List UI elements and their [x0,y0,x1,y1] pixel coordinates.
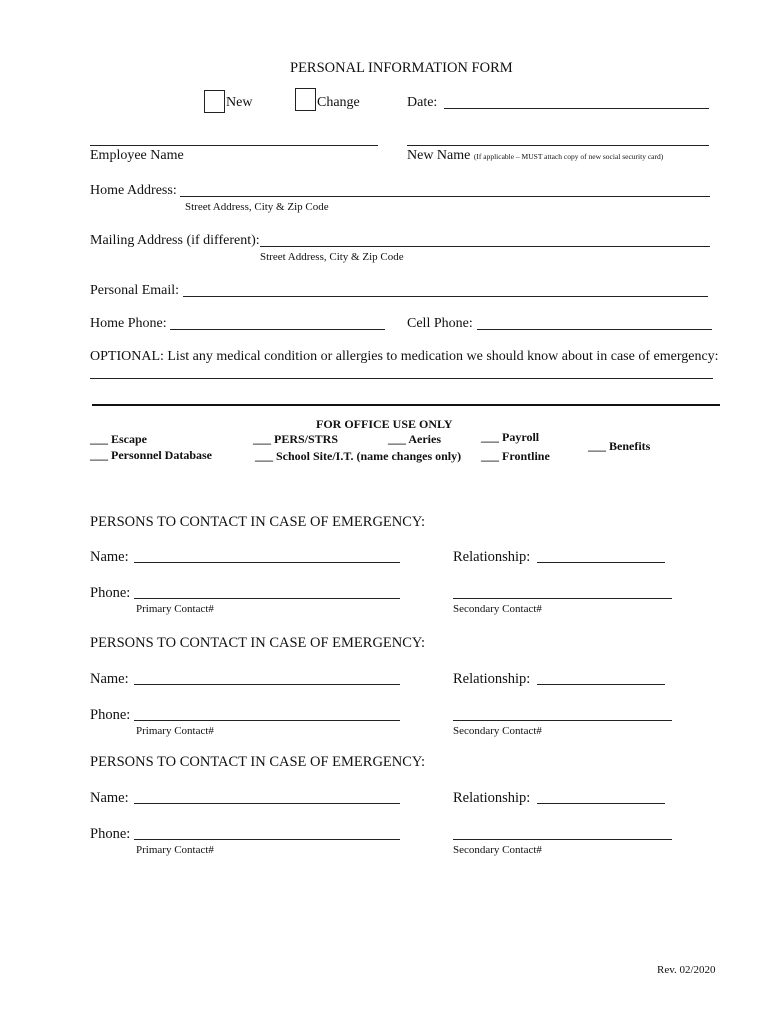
date-field[interactable] [444,108,709,109]
secondary-contact-hint: Secondary Contact# [453,844,542,856]
emergency-name-field[interactable] [134,684,400,685]
emergency-name-label: Name: [90,549,129,565]
change-checkbox[interactable] [295,88,316,111]
emergency-phone-label: Phone: [90,585,131,601]
emergency-secondary-phone-field[interactable] [453,720,672,721]
change-checkbox-label: Change [317,95,360,110]
office-frontline: ___ Frontline [481,449,550,463]
cell-phone-label: Cell Phone: [407,316,473,331]
new-checkbox[interactable] [204,90,225,113]
section-divider [92,404,720,406]
emergency-primary-phone-field[interactable] [134,720,400,721]
personal-email-label: Personal Email: [90,283,180,298]
office-school-site: ___ School Site/I.T. (name changes only) [255,449,462,463]
emergency-phone-label: Phone: [90,826,131,842]
emergency-name-label: Name: [90,790,129,806]
emergency-relationship-field[interactable] [537,684,665,685]
office-escape: ___ Escape [90,432,147,446]
emergency-name-label: Name: [90,671,129,687]
emergency-primary-phone-field[interactable] [134,839,400,840]
revision-label: Rev. 02/2020 [657,964,716,976]
emergency-secondary-phone-field[interactable] [453,839,672,840]
emergency-heading: PERSONS TO CONTACT IN CASE OF EMERGENCY: [90,754,426,770]
emergency-relationship-field[interactable] [537,562,665,563]
home-address-hint: Street Address, City & Zip Code [185,201,329,213]
office-pers-strs: ___ PERS/STRS [253,432,339,446]
optional-medical-text: OPTIONAL: List any medical condition or allergies to medication we should know about in case of emergency: [90,349,719,364]
mailing-address-label: Mailing Address (if different): [90,233,260,248]
new-name-label [407,148,663,164]
medical-condition-field[interactable] [90,378,713,379]
home-address-field[interactable] [180,196,710,197]
new-name-label-text: New Name [407,148,471,163]
new-checkbox-label: New [226,95,253,110]
employee-name-field[interactable] [90,145,378,146]
primary-contact-hint: Primary Contact# [136,844,214,856]
office-aeries: ___ Aeries [388,432,441,446]
emergency-relationship-label: Relationship: [453,549,531,565]
home-phone-label: Home Phone: [90,316,167,331]
cell-phone-field[interactable] [477,329,712,330]
mailing-address-hint: Street Address, City & Zip Code [260,251,404,263]
date-label: Date: [407,95,438,110]
primary-contact-hint: Primary Contact# [136,725,214,737]
page-title: PERSONAL INFORMATION FORM [290,60,513,76]
employee-name-label: Employee Name [90,148,184,163]
primary-contact-hint: Primary Contact# [136,603,214,615]
emergency-name-field[interactable] [134,562,400,563]
secondary-contact-hint: Secondary Contact# [453,603,542,615]
emergency-heading: PERSONS TO CONTACT IN CASE OF EMERGENCY: [90,514,426,530]
office-payroll: ___ Payroll [481,430,540,444]
office-benefits: ___ Benefits [588,439,651,453]
office-use-title: FOR OFFICE USE ONLY [316,417,453,431]
new-name-field[interactable] [407,145,709,146]
emergency-name-field[interactable] [134,803,400,804]
personal-email-field[interactable] [183,296,708,297]
home-address-label: Home Address: [90,183,177,198]
emergency-relationship-field[interactable] [537,803,665,804]
secondary-contact-hint: Secondary Contact# [453,725,542,737]
home-phone-field[interactable] [170,329,385,330]
emergency-primary-phone-field[interactable] [134,598,400,599]
emergency-relationship-label: Relationship: [453,790,531,806]
emergency-heading: PERSONS TO CONTACT IN CASE OF EMERGENCY: [90,635,426,651]
emergency-relationship-label: Relationship: [453,671,531,687]
mailing-address-field[interactable] [260,246,710,247]
office-personnel-database: ___ Personnel Database [90,448,212,462]
emergency-phone-label: Phone: [90,707,131,723]
new-name-note: (If applicable – MUST attach copy of new social security card) [473,152,664,161]
emergency-secondary-phone-field[interactable] [453,598,672,599]
